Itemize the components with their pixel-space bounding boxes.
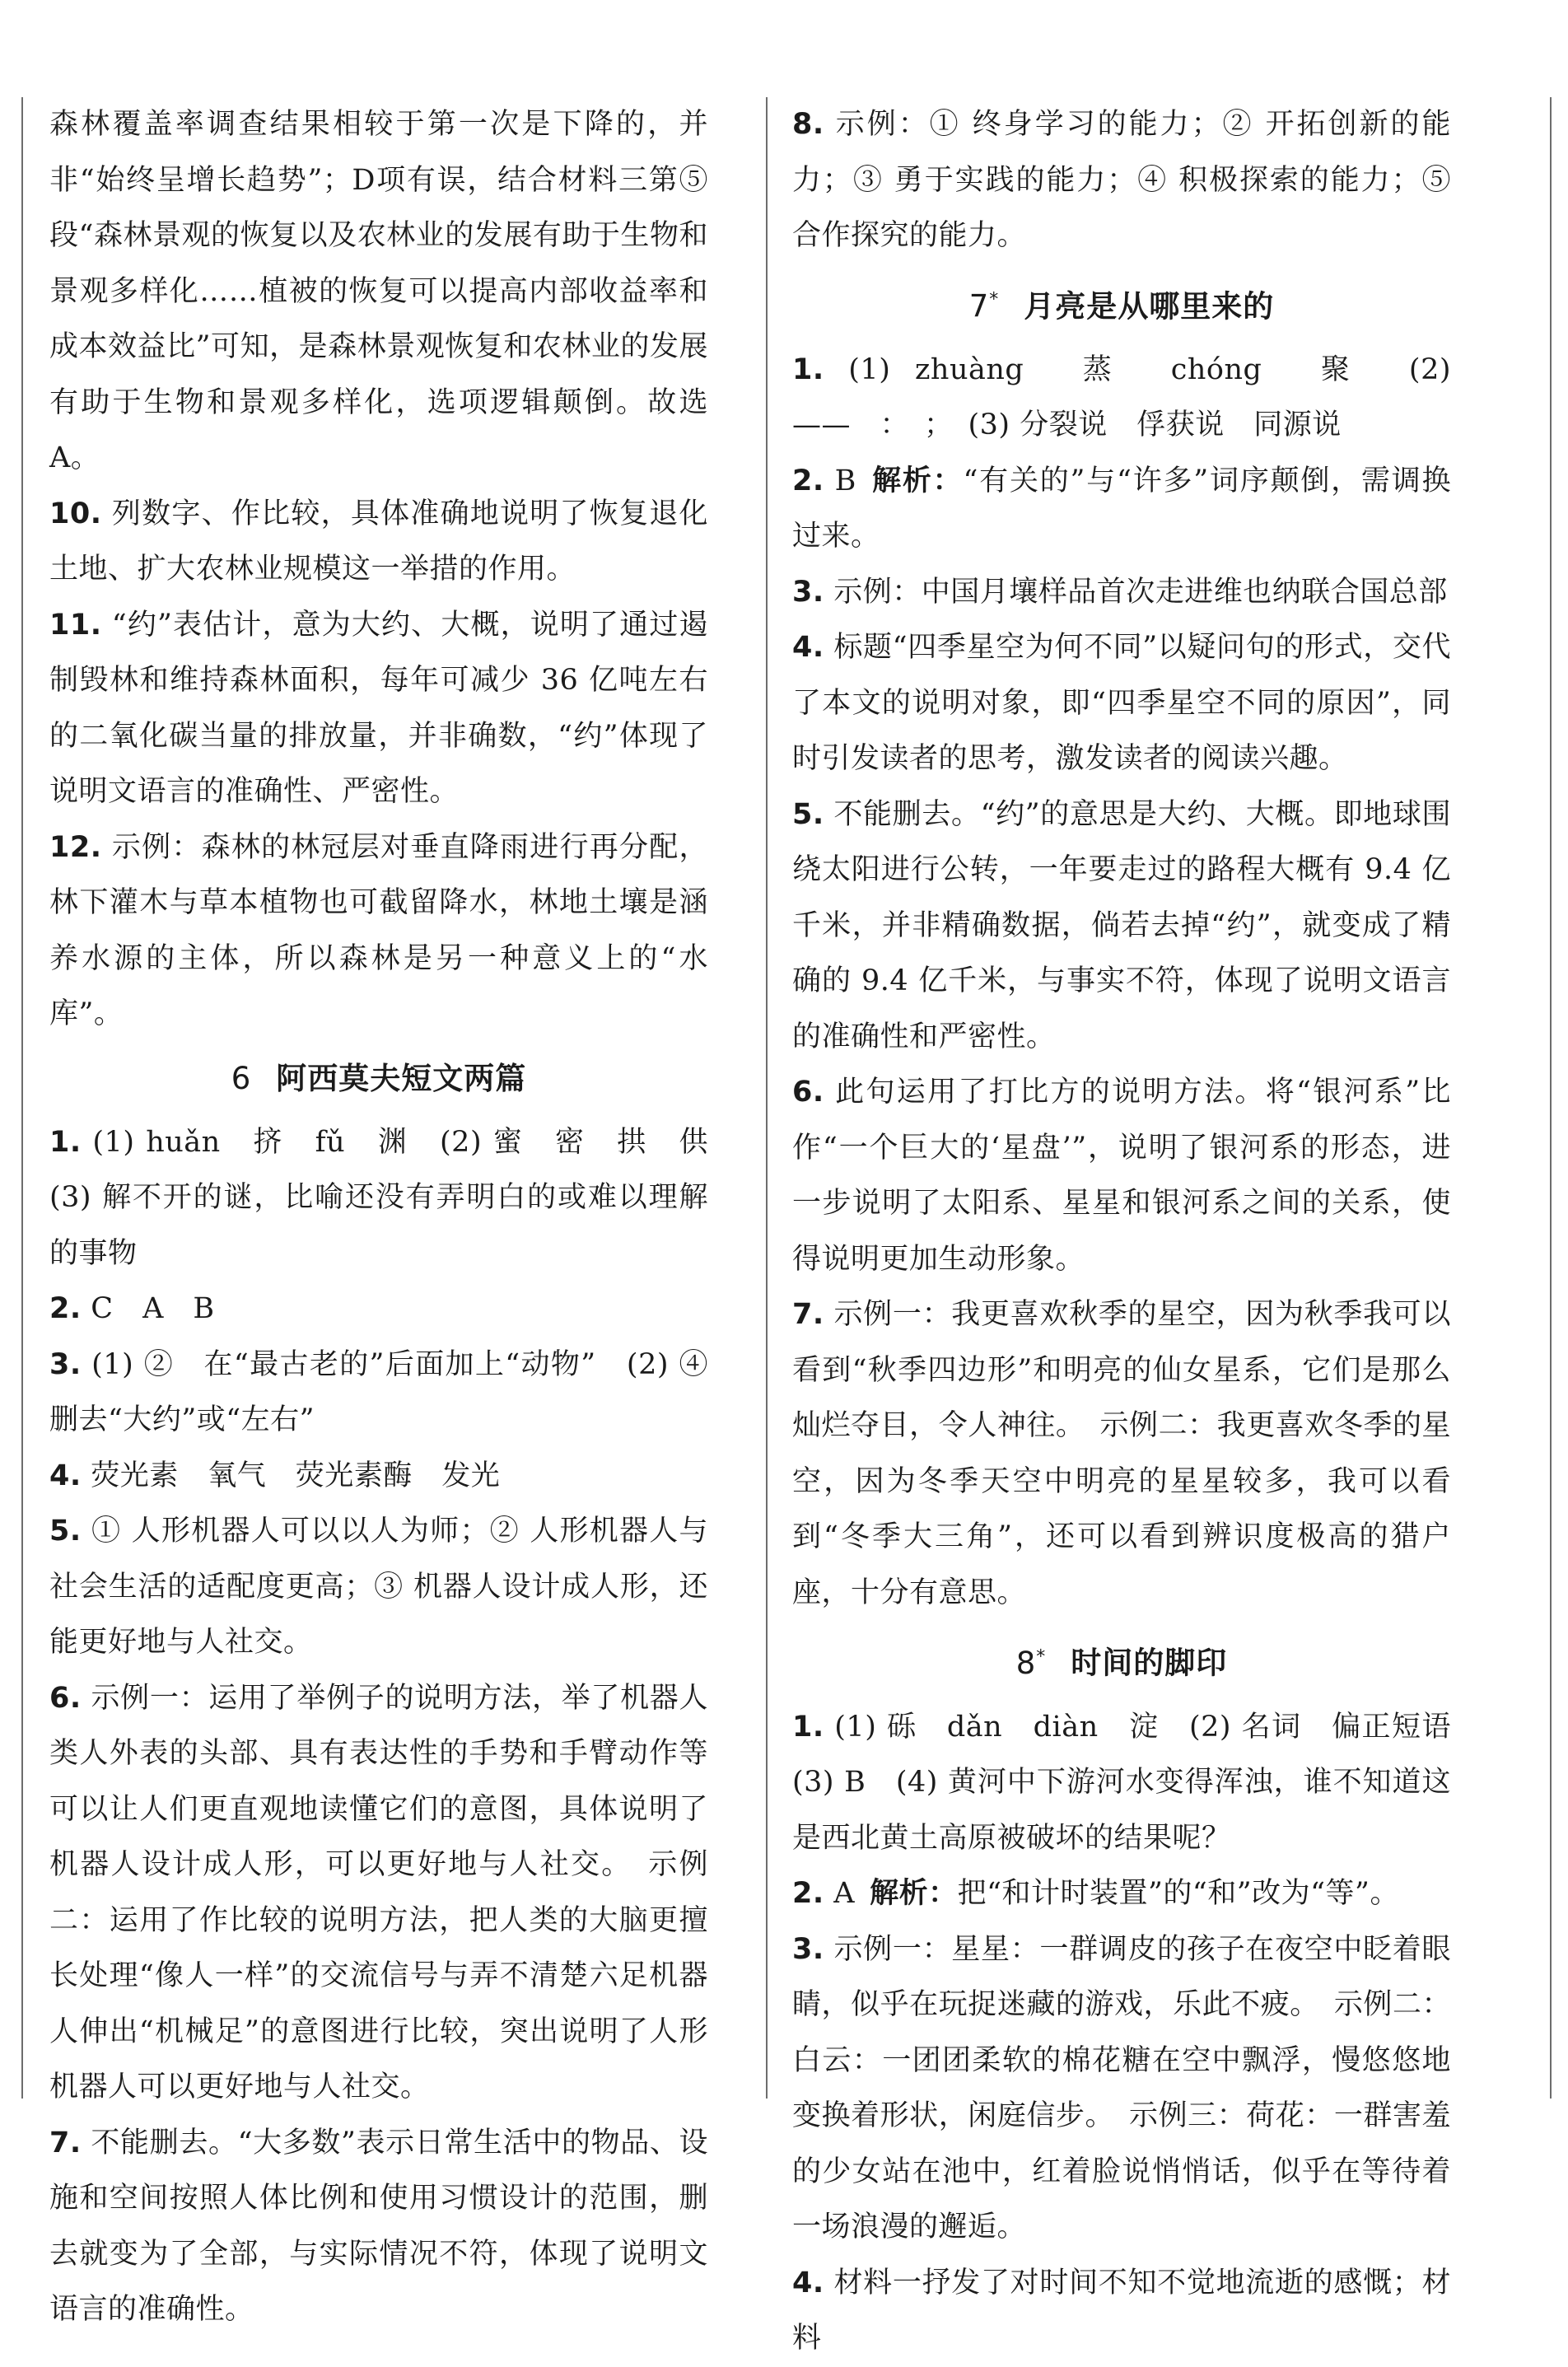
answer-9-continued: 森林覆盖率调查结果相较于第一次是下降的，并非“始终呈增长趋势”；D项有误，结合材料三第⑤段“森林景观的恢复以及农林业的发展有助于生物和景观多样化……植被的恢复可以提高内部收益率和成本效益比”可知，是森林景观恢复和农林业的发展有助于生物和景观多样化，选项逻辑颠倒。故选 A。 (49, 108, 708, 474)
lesson7-answer-6: 6. 此句运用了打比方的说明方法。将“银河系”比作“一个巨大的‘星盘’”，说明了银河系的形态，进一步说明了太阳系、星星和银河系之间的关系，使得说明更加生动形象。 (792, 1076, 1451, 1276)
column-divider (766, 97, 768, 2099)
lesson6-answer-1: 1. (1) huǎn 挤 fǔ 渊 (2) 蜜 密 拱 供 (3) 解不开的谜，比喻还没有弄明白的或难以理解的事物 (49, 1125, 738, 1270)
page-left-rule (21, 97, 23, 2099)
left-column (49, 97, 738, 2338)
lesson6-answer-6: 6. 示例一：运用了举例子的说明方法，举了机器人类人外表的头部、具有表达性的手势和手臂动作等可以让人们更直观地读懂它们的意图，具体说明了机器人设计成人形，可以更好地与人社交。 示例二：运用了作比较的说明方法，把人类的大脑更擅长处理“像人一样”的交流信号与弄不清楚六足机器人伸出“机械足”的意图进行比较，突出说明了人形机器人可以更好地与人社交。 (49, 1681, 708, 2103)
answer-12: 12. 示例：森林的林冠层对垂直降雨进行再分配，林下灌木与草本植物也可截留降水，林地土壤是涵养水源的主体，所以森林是另一种意义上的“水库”。 (49, 830, 708, 1030)
lesson6-answer-4: 4. 荧光素 氧气 荧光素酶 发光 (49, 1459, 501, 1492)
lesson8-answer-4: 4. 材料一抒发了对时间不知不觉地流逝的感慨；材料 (792, 2266, 1451, 2355)
answer-11: 11. “约”表估计，意为大约、大概，说明了通过遏制毁林和维持森林面积，每年可减少 36 亿吨左右的二氧化碳当量的排放量，并非确数，“约”体现了说明文语言的准确性、严密性。 (49, 608, 708, 808)
lesson-7-heading: 7* 月亮是从哪里来的 (968, 287, 1275, 324)
lesson-8-heading: 8* 时间的脚印 (1015, 1645, 1228, 1681)
lesson8-answer-2: 2. A 解析：把“和计时装置”的“和”改为“等”。 (792, 1877, 1399, 1911)
lesson7-answer-1: 1. (1) zhuàng 蒸 chóng 聚 (2) —— ： ； (3) 分裂说 俘获说 同源说 (792, 352, 1451, 442)
lesson6-answer-2: 2. C A B (49, 1292, 215, 1325)
lesson6-answer-5: 5. ① 人形机器人可以以人为师；② 人形机器人与社会生活的适配度更高；③ 机器人设计成人形，还能更好地与人社交。 (49, 1515, 708, 1659)
page-right-rule (1550, 97, 1552, 2099)
answer-10: 10. 列数字、作比较，具体准确地说明了恢复退化土地、扩大农林业规模这一举措的作用。 (49, 497, 708, 586)
lesson6-answer-3: 3. (1) ② 在“最古老的”后面加上“动物” (2) ④ 删去“大约”或“左右” (49, 1347, 738, 1436)
right-column (792, 97, 1481, 2367)
lesson-6-heading: 6 阿西莫夫短文两篇 (231, 1060, 527, 1096)
lesson8-answer-1: 1. (1) 砾 dǎn diàn 淀 (2) 名词 偏正短语 (3) B (4) 黄河中下游河水变得浑浊，谁不知道这是西北黄土高原被破坏的结果呢？ (792, 1710, 1481, 1855)
lesson6-answer-7: 7. 不能删去。“大多数”表示日常生活中的物品、设施和空间按照人体比例和使用习惯设计的范围，删去就变为了全部，与实际情况不符，体现了说明文语言的准确性。 (49, 2126, 708, 2326)
lesson7-answer-3: 3. 示例：中国月壤样品首次走进维也纳联合国总部 (792, 575, 1448, 609)
lesson7-answer-5: 5. 不能删去。“约”的意思是大约、大概。即地球围绕太阳进行公转，一年要走过的路程大概有 9.4 亿千米，并非精确数据，倘若去掉“约”，就变成了精确的 9.4 亿千米，与事实不符，体现了说明文语言的准确性和严密性。 (792, 797, 1451, 1053)
lesson7-answer-4: 4. 标题“四季星空为何不同”以疑问句的形式，交代了本文的说明对象，即“四季星空不同的原因”，同时引发读者的思考，激发读者的阅读兴趣。 (792, 631, 1451, 776)
answer-8: 8. 示例：① 终身学习的能力；② 开拓创新的能力；③ 勇于实践的能力；④ 积极探索的能力；⑤ 合作探究的能力。 (792, 108, 1451, 252)
lesson7-answer-7: 7. 示例一：我更喜欢秋季的星空，因为秋季我可以看到“秋季四边形”和明亮的仙女星系，它们是那么灿烂夺目，令人神往。 示例二：我更喜欢冬季的星空，因为冬季天空中明亮的星星较多，我可以看到“冬季大三角”，还可以看到辨识度极高的猎户座，十分有意思。 (792, 1298, 1451, 1609)
lesson8-answer-3: 3. 示例一：星星：一群调皮的孩子在夜空中眨着眼睛，似乎在玩捉迷藏的游戏，乐此不疲。 示例二：白云：一团团柔软的棉花糖在空中飘浮，慢悠悠地变换着形状，闲庭信步。 示例三：荷花：一群害羞的少女站在池中，红着脸说悄悄话，似乎在等待着一场浪漫的邂逅。 (792, 1932, 1451, 2244)
lesson7-answer-2: 2. B 解析：“有关的”与“许多”词序颠倒，需调换过来。 (792, 464, 1451, 553)
